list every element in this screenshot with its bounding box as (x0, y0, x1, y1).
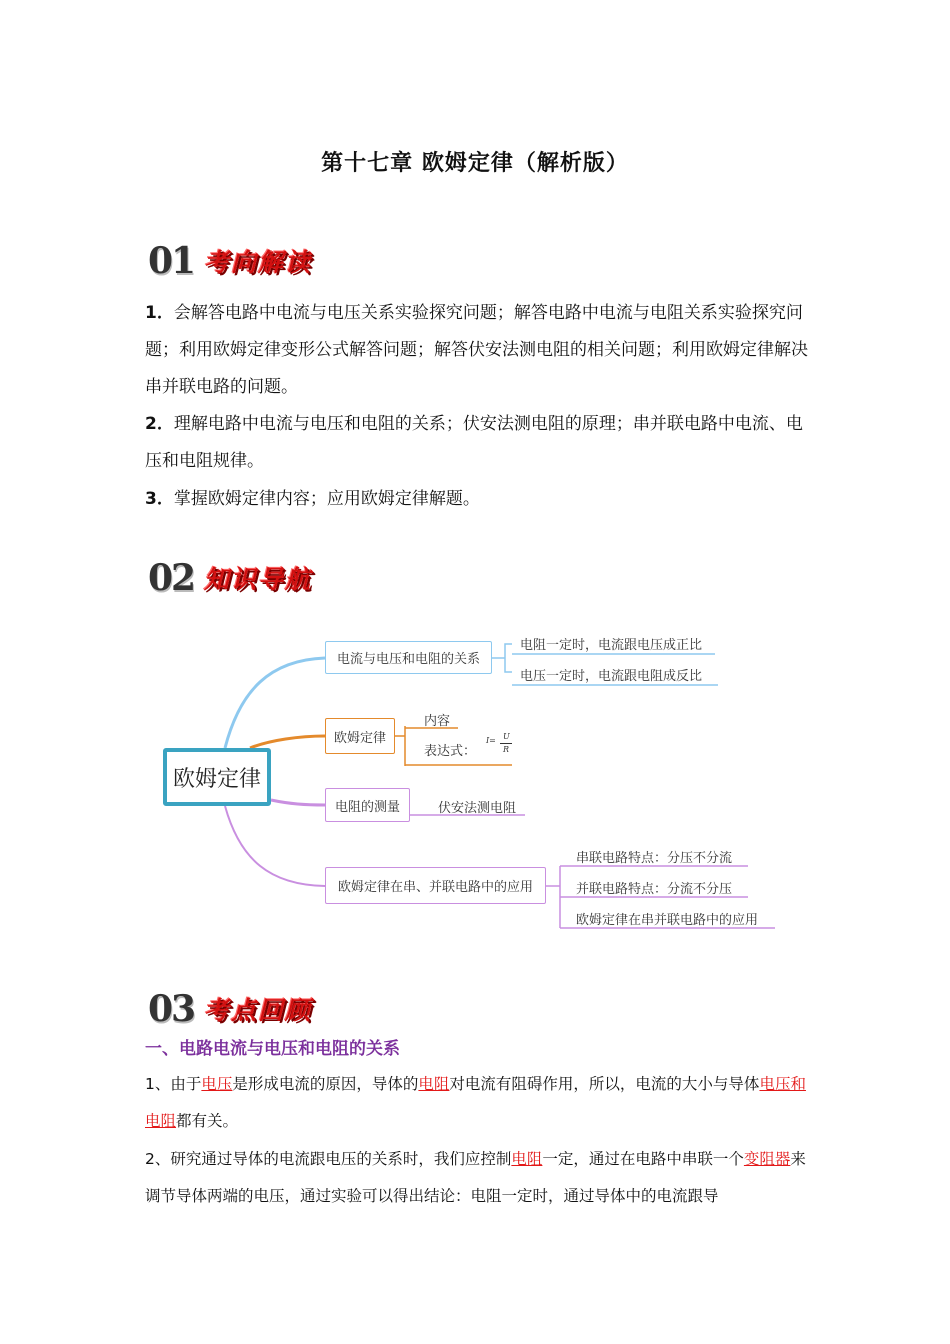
text: 1、由于 (145, 1075, 202, 1093)
mindmap-branch-application: 欧姆定律在串、并联电路中的应用 (325, 867, 546, 904)
connector-branch2 (250, 736, 325, 748)
page-title: 第十七章 欧姆定律（解析版） (321, 151, 629, 176)
mindmap-branch-ohms-law: 欧姆定律 (325, 718, 395, 754)
objective-number: 1． (145, 303, 174, 323)
section-number: 01 (148, 240, 195, 282)
connector-branch1 (225, 658, 325, 748)
objective-text: 掌握欧姆定律内容；应用欧姆定律解题。 (173, 489, 480, 509)
keyword: 变阻器 (743, 1150, 791, 1168)
ohms-formula (486, 732, 510, 754)
review-heading: 一、电路电流与电压和电阻的关系 (145, 1039, 400, 1059)
mindmap-branch-measurement: 电阻的测量 (325, 788, 410, 822)
section-number: 03 (148, 988, 195, 1030)
text: 2、研究通过导体的电流跟电压的关系时，我们应控制 (145, 1150, 512, 1168)
mindmap-root: 欧姆定律 (163, 748, 271, 806)
mindmap-leaf: 电压一定时，电流跟电阻成反比 (520, 669, 703, 684)
mindmap-leaf: 内容 (424, 714, 451, 729)
formula-resistance: R (503, 745, 510, 754)
connector-branch3 (271, 800, 325, 805)
connector-leaves4 (546, 866, 560, 928)
mindmap-leaf: 欧姆定律在串并联电路中的应用 (576, 913, 759, 928)
mindmap-leaf: 伏安法测电阻 (438, 801, 517, 816)
formula-current: I (486, 736, 490, 745)
text: 是形成电流的原因，导体的 (232, 1075, 419, 1093)
keyword: 电阻 (418, 1075, 450, 1093)
text: 一定，通过在电路中串联一个 (542, 1150, 744, 1168)
text: 对电流有阻碍作用，所以，电流的大小与导体 (449, 1075, 760, 1093)
objective-number: 3． (145, 489, 174, 509)
mindmap-leaf: 并联电路特点：分流不分压 (576, 882, 733, 897)
keyword: 电阻 (511, 1150, 543, 1168)
review-paragraph-1 (145, 1066, 811, 1140)
section-title: 知识导航 (204, 565, 313, 594)
formula-equals: = (489, 736, 496, 745)
mindmap-leaf: 表达式： (424, 744, 477, 759)
section-title: 考点回顾 (204, 996, 313, 1025)
mindmap-branch-relation: 电流与电压和电阻的关系 (325, 641, 492, 674)
section-number: 02 (148, 557, 195, 599)
formula-voltage: U (503, 732, 510, 741)
text: 都有关。 (176, 1112, 239, 1130)
objective-text: 理解电路中电流与电压和电阻的关系；伏安法测电阻的原理；串并联电路中电流、电压和电阻规律。 (145, 414, 803, 471)
objective-number: 2． (145, 414, 174, 434)
mindmap-leaf: 串联电路特点：分压不分流 (576, 851, 733, 866)
keyword: 电压 (201, 1075, 233, 1093)
text: 来调节导体两端的电压，通过实验可以得出结论：电阻一定时，通过导体中的电流跟导 (145, 1150, 806, 1205)
section-title: 考向解读 (204, 248, 313, 277)
connector-branch4 (225, 806, 325, 886)
mindmap-leaf: 电阻一定时，电流跟电压成正比 (520, 638, 703, 653)
connector-leaves1 (492, 644, 512, 672)
keyword: 电压和电阻 (145, 1075, 806, 1130)
objective-text: 会解答电路中电流与电压关系实验探究问题；解答电路中电流与电阻关系实验探究问题；利用欧姆定律变形公式解答问题；解答伏安法测电阻的相关问题；利用欧姆定律解决串并联电路的问题。 (145, 303, 808, 397)
review-paragraph-2 (145, 1141, 811, 1215)
